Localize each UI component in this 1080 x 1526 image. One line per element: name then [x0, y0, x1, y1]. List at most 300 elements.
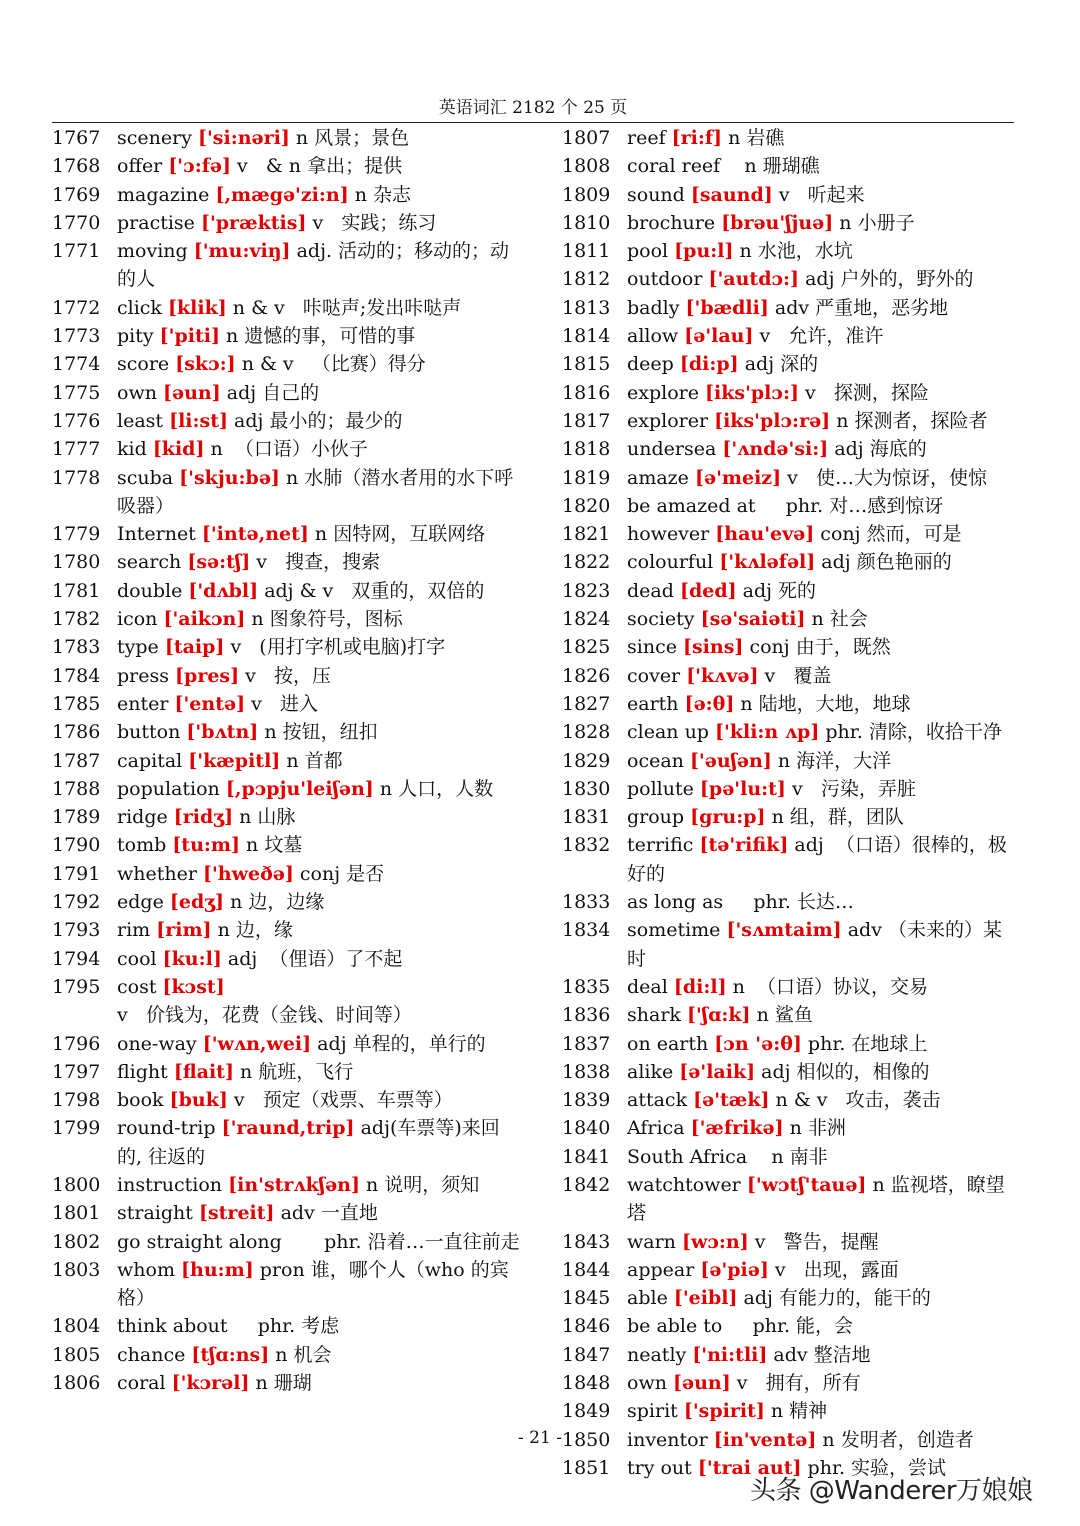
- page-number: - 21 -: [518, 1428, 562, 1448]
- entry-number: 1811: [562, 240, 611, 263]
- entry-definition: n （口语）小伙子: [210, 438, 368, 461]
- entry-number: 1806: [52, 1372, 101, 1395]
- entry-phonetic: [ɔn 'ə:θ]: [714, 1032, 802, 1055]
- entry-number: 1795: [52, 975, 101, 998]
- entry-word: think about: [117, 1315, 228, 1338]
- vocab-entry: [52, 1256, 522, 1313]
- entry-number: 1810: [562, 211, 611, 234]
- vocab-entry: [52, 1312, 522, 1340]
- entry-word: badly: [627, 296, 680, 319]
- entry-definition: n 山脉: [239, 806, 296, 829]
- entry-word: clean up: [627, 721, 709, 744]
- entry-phonetic: [buk]: [169, 1089, 228, 1112]
- entry-definition: n & v 咔哒声;发出咔哒声: [232, 296, 462, 319]
- entry-definition: phr. 在地球上: [807, 1032, 928, 1055]
- entry-definition: n 杂志: [354, 183, 412, 206]
- entry-word: go straight along: [117, 1230, 282, 1253]
- entry-word: be able to: [627, 1315, 723, 1338]
- vocab-entry: [562, 1030, 1018, 1058]
- entry-number: 1813: [562, 296, 611, 319]
- entry-phonetic: [gru:p]: [690, 806, 766, 829]
- entry-word: South Africa: [627, 1145, 748, 1168]
- vocab-entry: [52, 945, 522, 973]
- entry-phonetic: [pə'lu:t]: [699, 777, 786, 800]
- entry-number: 1815: [562, 353, 611, 376]
- entry-phonetic: ['eibl]: [673, 1287, 738, 1310]
- vocab-entry: [562, 435, 1018, 463]
- entry-number: 1835: [562, 975, 611, 998]
- entry-definition: pron 谁，哪个人（who 的宾格）: [117, 1258, 509, 1310]
- vocab-entry: [562, 1369, 1018, 1397]
- entry-word: tomb: [117, 834, 167, 857]
- entry-number: 1778: [52, 466, 101, 489]
- vocab-entry: [562, 124, 1018, 152]
- entry-phonetic: [pres]: [175, 664, 240, 687]
- vocab-entry: [562, 1341, 1018, 1369]
- entry-word: population: [117, 777, 220, 800]
- entry-word: own: [117, 381, 157, 404]
- vocab-entry: [562, 888, 1018, 916]
- vocab-entry: [52, 1228, 522, 1256]
- entry-word: enter: [117, 692, 169, 715]
- entry-definition: n 坟墓: [246, 834, 303, 857]
- vocab-entry: [562, 1312, 1018, 1340]
- entry-phonetic: [sins]: [683, 636, 744, 659]
- entry-definition: n 发明者，创造者: [822, 1428, 974, 1451]
- entry-definition: v 使…大为惊讶，使惊: [787, 466, 987, 489]
- entry-definition: n 边，缘: [217, 919, 293, 942]
- entry-number: 1793: [52, 919, 101, 942]
- vocab-entry: [562, 1397, 1018, 1425]
- vocab-entry: [562, 548, 1018, 576]
- entry-number: 1799: [52, 1117, 101, 1140]
- left-column: [52, 124, 522, 1397]
- entry-number: 1773: [52, 325, 101, 348]
- entry-phonetic: [rim]: [156, 919, 212, 942]
- entry-word: brochure: [627, 211, 716, 234]
- entry-number: 1805: [52, 1343, 101, 1366]
- entry-number: 1774: [52, 353, 101, 376]
- vocab-entry: [562, 492, 1018, 520]
- vocab-entry: [52, 209, 522, 237]
- entry-number: 1836: [562, 1004, 611, 1027]
- vocab-entry: [562, 718, 1018, 746]
- entry-phonetic: ['kɔrəl]: [171, 1372, 250, 1395]
- entry-definition: n 社会: [811, 608, 868, 631]
- entry-number: 1780: [52, 551, 101, 574]
- entry-word: scuba: [117, 466, 174, 489]
- vocab-entry: [562, 1256, 1018, 1284]
- entry-phonetic: ['dʌbl]: [188, 579, 259, 602]
- vocab-entry: [562, 181, 1018, 209]
- vocab-entry: [562, 265, 1018, 293]
- vocab-entry: [562, 1086, 1018, 1114]
- entry-definition: n 组，群，团队: [771, 806, 904, 829]
- entry-word: double: [117, 579, 183, 602]
- entry-definition: n 说明，须知: [366, 1173, 480, 1196]
- entry-definition: adj 自己的: [226, 381, 320, 404]
- entry-word: moving: [117, 240, 188, 263]
- entry-phonetic: [kid]: [152, 438, 205, 461]
- vocab-entry: [562, 690, 1018, 718]
- entry-number: 1797: [52, 1060, 101, 1083]
- entry-number: 1800: [52, 1173, 101, 1196]
- entry-definition: phr. 对…感到惊讶: [761, 494, 944, 517]
- entry-definition: n 南非: [753, 1145, 828, 1168]
- vocab-entry: [52, 1086, 522, 1114]
- entry-word: shark: [627, 1004, 681, 1027]
- entry-word: undersea: [627, 438, 717, 461]
- entry-number: 1823: [562, 579, 611, 602]
- entry-definition: adv 严重地，恶劣地: [774, 296, 949, 319]
- entry-definition: adj 死的: [742, 579, 817, 602]
- entry-number: 1779: [52, 523, 101, 546]
- entry-phonetic: ['entə]: [174, 692, 246, 715]
- vocab-entry: [52, 464, 522, 521]
- vocab-entry: [52, 803, 522, 831]
- entry-definition: adj 最小的；最少的: [234, 409, 403, 432]
- entry-word: whether: [117, 862, 197, 885]
- entry-number: 1824: [562, 608, 611, 631]
- entry-definition: conj 然而，可是: [820, 523, 962, 546]
- entry-number: 1798: [52, 1089, 101, 1112]
- entry-definition: n 航班，飞行: [240, 1060, 354, 1083]
- entry-number: 1809: [562, 183, 611, 206]
- vocab-entry: [52, 633, 522, 661]
- entry-number: 1812: [562, 268, 611, 291]
- vocab-entry: [562, 633, 1018, 661]
- entry-number: 1791: [52, 862, 101, 885]
- entry-definition: adj 户外的，野外的: [805, 268, 974, 291]
- entry-phonetic: ['intə,net]: [201, 523, 309, 546]
- entry-phonetic: ['wɔtʃ'tauə]: [746, 1173, 867, 1196]
- right-column: [562, 124, 1018, 1482]
- entry-word: search: [117, 551, 182, 574]
- entry-phonetic: [hu:m]: [181, 1258, 254, 1281]
- entry-phonetic: ['kli:n ʌp]: [715, 721, 820, 744]
- entry-phonetic: [di:l]: [673, 975, 727, 998]
- vocab-entry: [52, 1369, 522, 1397]
- entry-definition: phr. 清除，收拾干净: [825, 721, 1002, 744]
- vocab-entry: [562, 1228, 1018, 1256]
- vocab-entry: [562, 916, 1018, 973]
- entry-word: Internet: [117, 523, 196, 546]
- entry-word: rim: [117, 919, 151, 942]
- entry-number: 1781: [52, 579, 101, 602]
- vocab-entry: [52, 662, 522, 690]
- entry-word: sound: [627, 183, 685, 206]
- entry-definition: v 允许，准许: [759, 325, 884, 348]
- entry-word: attack: [627, 1089, 688, 1112]
- entry-phonetic: ['spirit]: [683, 1400, 765, 1423]
- entry-number: 1782: [52, 608, 101, 631]
- entry-number: 1808: [562, 155, 611, 178]
- entry-word: explore: [627, 381, 699, 404]
- entry-definition: v 预定（戏票、车票等）: [233, 1089, 453, 1112]
- entry-number: 1838: [562, 1060, 611, 1083]
- entry-number: 1840: [562, 1117, 611, 1140]
- vocab-entry: [52, 435, 522, 463]
- vocab-entry: [52, 831, 522, 859]
- vocab-entry: [52, 294, 522, 322]
- entry-number: 1850: [562, 1428, 611, 1451]
- entry-phonetic: ['sʌmtaim]: [726, 919, 842, 942]
- entry-phonetic: [sə'saiəti]: [700, 608, 806, 631]
- entry-phonetic: [kɔst]: [162, 975, 225, 998]
- entry-word: coral reef: [627, 155, 721, 178]
- vocab-entry: [562, 1143, 1018, 1171]
- entry-number: 1790: [52, 834, 101, 857]
- entry-number: 1814: [562, 325, 611, 348]
- entry-number: 1784: [52, 664, 101, 687]
- entry-definition: n 边，边缘: [230, 891, 325, 914]
- entry-word: flight: [117, 1060, 168, 1083]
- entry-word: alike: [627, 1060, 674, 1083]
- entry-definition: v 拥有，所有: [736, 1372, 861, 1395]
- entry-number: 1849: [562, 1400, 611, 1423]
- entry-definition: n 首都: [286, 749, 343, 772]
- entry-word: cover: [627, 664, 681, 687]
- entry-phonetic: [ridʒ]: [173, 806, 234, 829]
- entry-number: 1825: [562, 636, 611, 659]
- entry-word: appear: [627, 1258, 695, 1281]
- entry-word: society: [627, 608, 695, 631]
- vocab-entry: [52, 916, 522, 944]
- entry-phonetic: ['ʌndə'si:]: [722, 438, 829, 461]
- vocab-entry: [52, 718, 522, 746]
- entry-phonetic: [ded]: [679, 579, 737, 602]
- entry-phonetic: ['əuʃən]: [689, 749, 772, 772]
- entry-definition: adj 颜色艳丽的: [821, 551, 952, 574]
- entry-definition: adj(车票等)来回的, 往返的: [117, 1117, 500, 1168]
- entry-definition: adv 一直地: [280, 1202, 378, 1225]
- entry-phonetic: [ku:l]: [162, 947, 222, 970]
- entry-word: click: [117, 296, 162, 319]
- entry-number: 1832: [562, 834, 611, 857]
- entry-definition: v 出现，露面: [774, 1258, 899, 1281]
- entry-definition: n 陆地，大地，地球: [740, 692, 911, 715]
- vocab-entry: [562, 831, 1018, 888]
- entry-word: explorer: [627, 409, 709, 432]
- entry-definition: n （口语）协议，交易: [732, 975, 928, 998]
- entry-phonetic: [,pɔpju'leiʃən]: [225, 777, 374, 800]
- entry-definition: adj 有能力的，能干的: [743, 1287, 931, 1310]
- entry-definition: phr. 实验，尝试: [807, 1456, 947, 1479]
- entry-number: 1818: [562, 438, 611, 461]
- entry-definition: n 图象符号，图标: [251, 608, 403, 631]
- entry-number: 1831: [562, 806, 611, 829]
- entry-definition: adj. 活动的；移动的；动的人: [117, 240, 510, 291]
- vocab-entry: [562, 237, 1018, 265]
- entry-phonetic: ['kʌləfəl]: [719, 551, 816, 574]
- entry-phonetic: [skɔ:]: [175, 353, 236, 376]
- entry-definition: v 价钱为，花费（金钱、时间等）: [117, 1004, 412, 1027]
- entry-word: earth: [627, 692, 679, 715]
- entry-phonetic: ['wʌn,wei]: [202, 1032, 312, 1055]
- entry-number: 1841: [562, 1145, 611, 1168]
- entry-word: colourful: [627, 551, 714, 574]
- entry-number: 1786: [52, 721, 101, 744]
- entry-number: 1830: [562, 777, 611, 800]
- entry-phonetic: [di:p]: [679, 353, 739, 376]
- entry-word: warn: [627, 1230, 676, 1253]
- entry-word: pool: [627, 240, 669, 263]
- vocab-entry: [562, 152, 1018, 180]
- entry-number: 1770: [52, 211, 101, 234]
- entry-word: amaze: [627, 466, 689, 489]
- entry-number: 1771: [52, 240, 101, 263]
- entry-phonetic: ['skju:bə]: [179, 466, 280, 489]
- entry-definition: n 岩礁: [728, 127, 785, 149]
- vocab-entry: [562, 973, 1018, 1001]
- entry-phonetic: [in'ventə]: [713, 1428, 817, 1451]
- entry-phonetic: [streit]: [198, 1202, 275, 1225]
- entry-phonetic: [ə'tæk]: [693, 1089, 770, 1112]
- entry-word: as long as: [627, 891, 724, 914]
- entry-definition: v 按，压: [245, 664, 332, 687]
- entry-phonetic: ['bʌtn]: [186, 721, 259, 744]
- entry-phonetic: ['aikɔn]: [163, 608, 246, 631]
- entry-definition: v 听起来: [778, 183, 865, 206]
- entry-definition: n 水池，水坑: [739, 240, 853, 263]
- entry-definition: n 水肺（潜水者用的水下呼吸器）: [117, 466, 514, 517]
- entry-number: 1783: [52, 636, 101, 659]
- entry-definition: n & v （比赛）得分: [241, 353, 426, 376]
- entry-phonetic: ['si:nəri]: [197, 127, 290, 149]
- entry-phonetic: [sə:tʃ]: [187, 551, 251, 574]
- entry-number: 1785: [52, 692, 101, 715]
- entry-number: 1794: [52, 947, 101, 970]
- entry-phonetic: ['autdɔ:]: [708, 268, 800, 291]
- entry-definition: adj 深的: [744, 353, 819, 376]
- entry-definition: v & n 拿出；提供: [237, 155, 403, 178]
- entry-word: cost: [117, 975, 157, 998]
- vocab-entry: [52, 605, 522, 633]
- entry-word: dead: [627, 579, 674, 602]
- entry-word: coral: [117, 1372, 166, 1395]
- entry-definition: adv 整洁地: [773, 1343, 871, 1366]
- entry-number: 1839: [562, 1089, 611, 1112]
- entry-phonetic: [saund]: [690, 183, 773, 206]
- entry-number: 1776: [52, 409, 101, 432]
- entry-definition: phr. 能，会: [728, 1315, 854, 1338]
- entry-word: offer: [117, 155, 163, 178]
- vocab-entry: [562, 775, 1018, 803]
- vocab-entry: [52, 152, 522, 180]
- entry-word: outdoor: [627, 268, 703, 291]
- entry-phonetic: [ri:f]: [671, 127, 723, 149]
- vocab-entry: [562, 747, 1018, 775]
- entry-definition: v 搜查，搜索: [256, 551, 381, 574]
- entry-phonetic: [ə:θ]: [684, 692, 735, 715]
- entry-phonetic: [hau'evə]: [715, 523, 815, 546]
- entry-word: type: [117, 636, 159, 659]
- entry-number: 1772: [52, 296, 101, 319]
- entry-number: 1816: [562, 381, 611, 404]
- entry-number: 1822: [562, 551, 611, 574]
- entry-number: 1768: [52, 155, 101, 178]
- vocab-entry: [562, 1114, 1018, 1142]
- entry-phonetic: ['ʃɑ:k]: [686, 1004, 751, 1027]
- entry-phonetic: [flait]: [173, 1060, 234, 1083]
- entry-number: 1833: [562, 891, 611, 914]
- entry-definition: phr. 长达…: [729, 891, 854, 914]
- entry-number: 1820: [562, 494, 611, 517]
- vocab-entry: [52, 860, 522, 888]
- entry-number: 1789: [52, 806, 101, 829]
- vocab-entry: [562, 1284, 1018, 1312]
- entry-word: score: [117, 353, 170, 376]
- entry-definition: n 因特网，互联网络: [314, 523, 486, 546]
- vocab-entry: [52, 888, 522, 916]
- entry-phonetic: [pu:l]: [674, 240, 734, 263]
- entry-number: 1803: [52, 1258, 101, 1281]
- entry-definition: n 风景；景色: [295, 127, 410, 149]
- entry-phonetic: ['bædli]: [685, 296, 769, 319]
- entry-phonetic: ['trai aut]: [697, 1456, 802, 1479]
- vocab-entry: [52, 350, 522, 378]
- entry-number: 1775: [52, 381, 101, 404]
- entry-phonetic: [tu:m]: [172, 834, 240, 857]
- entry-phonetic: ['mu:viŋ]: [193, 240, 291, 263]
- entry-word: capital: [117, 749, 183, 772]
- vocab-entry: [52, 1341, 522, 1369]
- entry-phonetic: [əun]: [163, 381, 221, 404]
- entry-definition: adj 相似的，相像的: [761, 1060, 930, 1083]
- entry-word: cool: [117, 947, 157, 970]
- entry-word: practise: [117, 211, 195, 234]
- entry-phonetic: [klik]: [168, 296, 227, 319]
- entry-word: deal: [627, 975, 668, 998]
- entry-phonetic: ['piti]: [159, 325, 220, 348]
- vocab-entry: [52, 577, 522, 605]
- entry-number: 1834: [562, 919, 611, 942]
- entry-word: reef: [627, 127, 666, 149]
- entry-number: 1821: [562, 523, 611, 546]
- vocab-entry: [562, 379, 1018, 407]
- vocab-entry: [562, 209, 1018, 237]
- entry-word: terrific: [627, 834, 694, 857]
- vocab-entry: [52, 775, 522, 803]
- entry-number: 1851: [562, 1456, 611, 1479]
- vocab-entry: [562, 577, 1018, 605]
- vocab-entry: [562, 1171, 1018, 1228]
- vocab-entry: [562, 294, 1018, 322]
- entry-number: 1817: [562, 409, 611, 432]
- entry-word: own: [627, 1372, 667, 1395]
- vocab-entry: [52, 520, 522, 548]
- entry-phonetic: [,mægə'zi:n]: [215, 183, 349, 206]
- entry-definition: n 小册子: [839, 211, 915, 234]
- vocab-entry: [562, 520, 1018, 548]
- entry-word: edge: [117, 891, 164, 914]
- entry-number: 1787: [52, 749, 101, 772]
- entry-phonetic: [taip]: [164, 636, 225, 659]
- vocab-entry: [562, 407, 1018, 435]
- entry-number: 1826: [562, 664, 611, 687]
- entry-number: 1796: [52, 1032, 101, 1055]
- entry-definition: n 按钮，纽扣: [264, 721, 378, 744]
- vocab-entry: [52, 1114, 522, 1171]
- vocab-entry: [52, 322, 522, 350]
- entry-definition: n 探测者，探险者: [836, 409, 988, 432]
- entry-number: 1846: [562, 1315, 611, 1338]
- entry-word: straight: [117, 1202, 193, 1225]
- entry-definition: n 珊瑚: [255, 1372, 312, 1395]
- entry-phonetic: ['ni:tli]: [692, 1343, 768, 1366]
- entry-definition: n & v 攻击，袭击: [775, 1089, 941, 1112]
- entry-definition: adj 单程的，单行的: [317, 1032, 486, 1055]
